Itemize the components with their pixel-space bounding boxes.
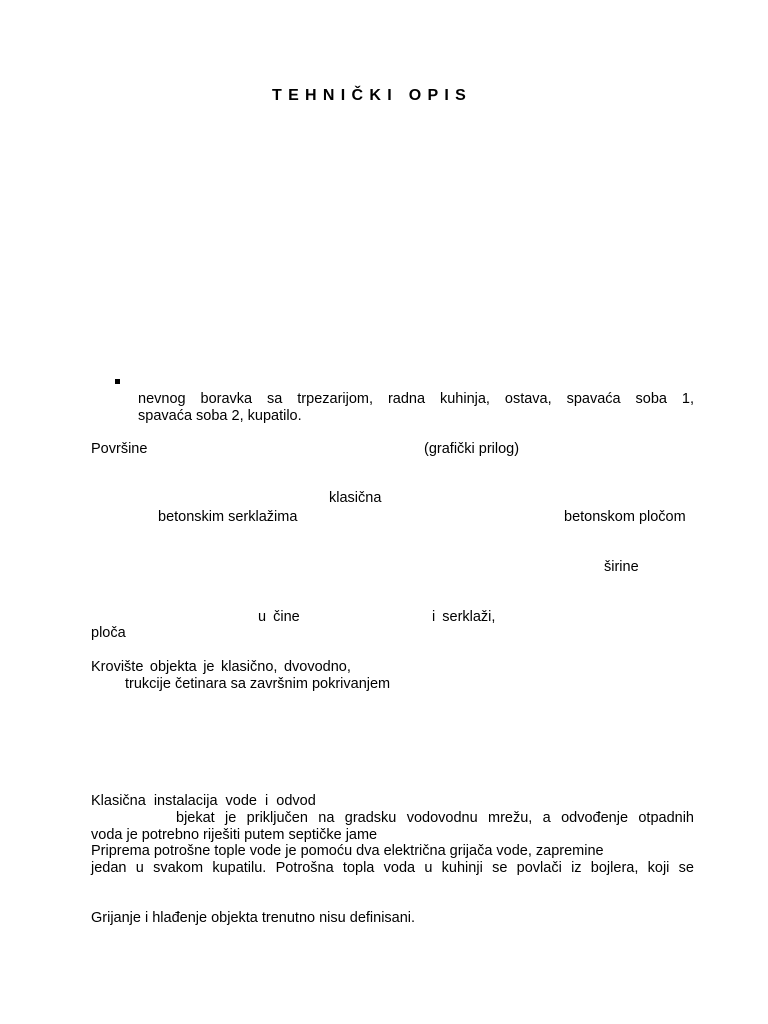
water-line-1: Klasična instalacija vode i odvod [91, 793, 316, 809]
areas-reference: (grafički prilog) [424, 441, 520, 457]
bullet-icon [115, 379, 120, 384]
water-line-5: jedan u svakom kupatilu. Potrošna topla voda u kuhinji se povlači iz bojlera, koji se [91, 860, 694, 876]
construction-word-cine: u čine [258, 609, 300, 625]
water-line-4: Priprema potrošne tople vode je pomoću dva električna grijača vode, zapremine [91, 843, 604, 859]
heating-line-1: Grijanje i hlađenje objekta trenutno nisu definisani. [91, 910, 416, 926]
document-title: TEHNIČKI OPIS [272, 87, 473, 104]
construction-word-ploca-1: betonskom pločom [564, 509, 686, 525]
rooms-line-1: nevnog boravka sa trpezarijom, radna kuhinja, ostava, spavaća soba 1, [138, 391, 694, 407]
construction-word-serklazi-2: i serklaži, [432, 609, 496, 625]
rooms-line-2: spavaća soba 2, kupatilo. [138, 408, 302, 424]
construction-word-klasicna: klasična [329, 490, 382, 506]
construction-word-sirine: širine [604, 559, 639, 575]
water-line-3: voda je potrebno riješiti putem septičke jame [91, 827, 378, 843]
areas-label: Površine [91, 441, 148, 457]
construction-word-serklazi: betonskim serklažima [158, 509, 298, 525]
roof-line-1: Krovište objekta je klasično, dvovodno, [91, 659, 351, 675]
construction-word-ploca-2: ploča [91, 625, 126, 641]
water-line-2: bjekat je priključen na gradsku vodovodnu mrežu, a odvođenje otpadnih [176, 810, 694, 826]
roof-line-2: trukcije četinara sa završnim pokrivanjem [125, 676, 391, 692]
